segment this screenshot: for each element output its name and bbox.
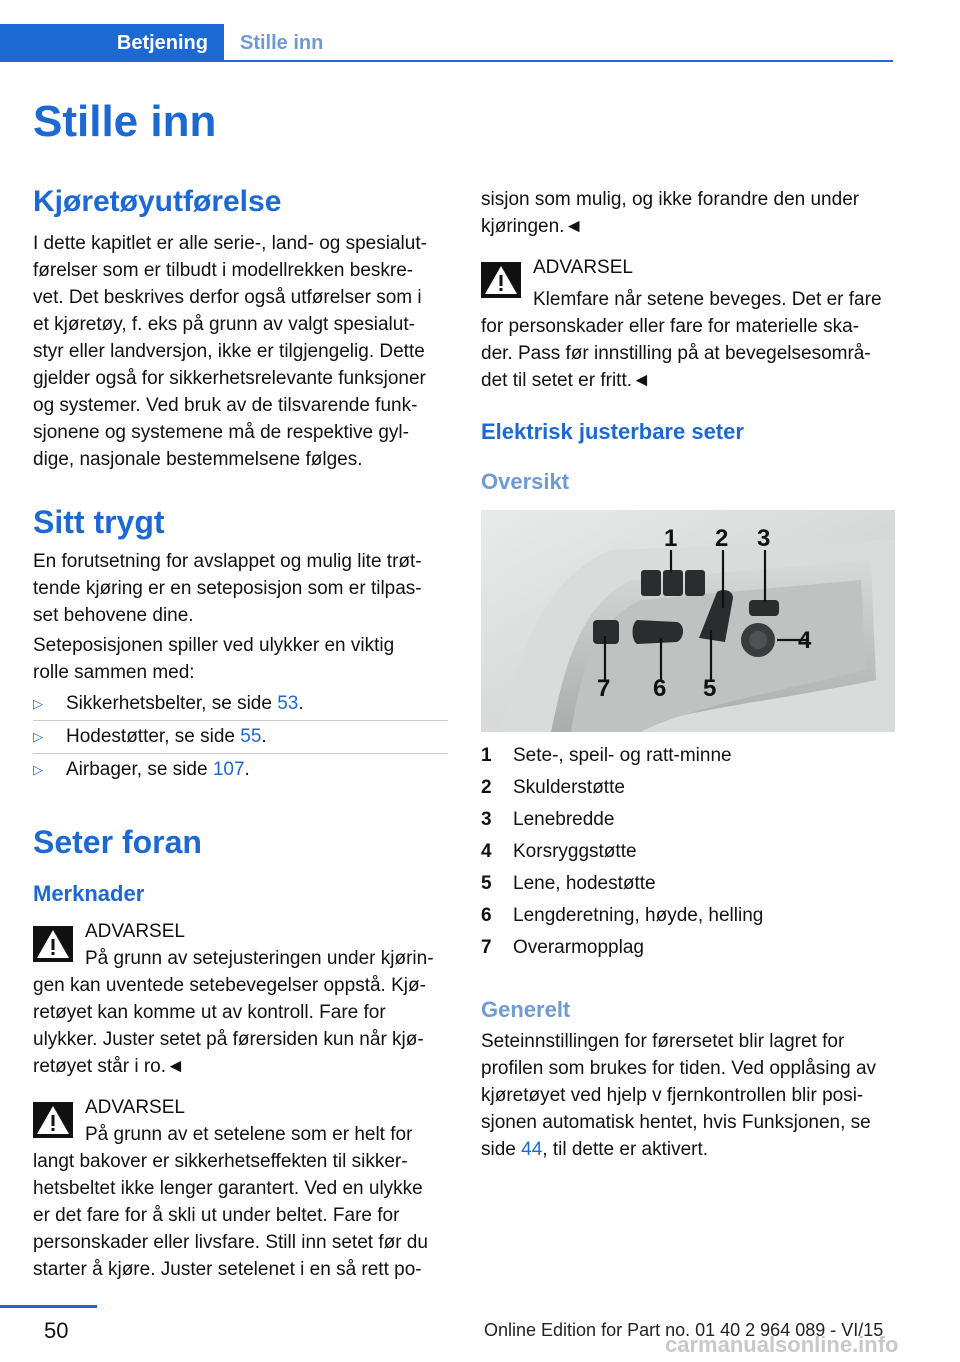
paragraph-vehicle-version bbox=[33, 230, 427, 473]
legend-number: 1 bbox=[481, 745, 492, 766]
list-item bbox=[481, 804, 895, 836]
text-line: sjonen automatisk hentet, hvis Funksjonen, se bbox=[481, 1112, 871, 1133]
warning-first-line: Klemfare når setene beveges. Det er fare bbox=[533, 289, 882, 310]
text-line bbox=[481, 1136, 895, 1163]
page-title: Stille inn bbox=[33, 97, 217, 146]
list-item bbox=[481, 932, 895, 964]
edition-note: Online Edition for Part no. 01 40 2 964 089 - VI/15 bbox=[484, 1320, 884, 1340]
list-item bbox=[481, 900, 895, 932]
text-line: sjonene og systemene må de respektive gyl- bbox=[33, 422, 409, 443]
warning-title: ADVARSEL bbox=[533, 257, 633, 278]
text-line: retøyet kan komme ut av kontroll. Fare for bbox=[33, 1002, 386, 1023]
legend-label: Lengderetning, høyde, helling bbox=[513, 905, 764, 926]
list-item bbox=[481, 772, 895, 804]
text-line: er det fare for å skli ut under beltet. Fare for bbox=[33, 1205, 400, 1226]
warning-block-1 bbox=[33, 918, 448, 1077]
bullet-triangle-icon: ▷ bbox=[33, 729, 43, 744]
seat-controls-legend bbox=[481, 740, 895, 964]
callout-number: 1 bbox=[664, 525, 678, 552]
text-line: gjelder også for sikkerhetsrelevante funksjoner bbox=[33, 368, 426, 389]
text-line: dige, nasjonale bestemmelsene følges. bbox=[33, 449, 363, 470]
list-item bbox=[481, 740, 895, 772]
text-line: starter å kjøre. Juster setelenet i en så rett po- bbox=[33, 1259, 422, 1280]
bullet-end: . bbox=[244, 759, 250, 780]
callout-number: 7 bbox=[597, 675, 611, 702]
heading-sit-safely: Sitt trygt bbox=[33, 504, 165, 540]
text-line: I dette kapitlet er alle serie-, land- og spesialut- bbox=[33, 233, 427, 254]
list-item bbox=[481, 836, 895, 868]
warning-title: ADVARSEL bbox=[85, 921, 185, 942]
warning-first-line: På grunn av setejusteringen under kjørin- bbox=[85, 948, 434, 969]
legend-label: Sete-, speil- og ratt-minne bbox=[513, 745, 732, 766]
watermark: carmanualsonline.info bbox=[665, 1332, 899, 1357]
list-item bbox=[33, 754, 448, 786]
footer-divider bbox=[0, 1305, 97, 1308]
bullet-end: . bbox=[261, 726, 267, 747]
text-line: for personskader eller fare for materielle ska- bbox=[481, 316, 860, 337]
text-line: rolle sammen med: bbox=[33, 662, 195, 683]
warning-first-line: På grunn av et setelene som er helt for bbox=[85, 1124, 413, 1145]
text-line: Seteinnstillingen for førersetet blir lagret for bbox=[481, 1031, 845, 1052]
text-line: der. Pass før innstilling på at bevegelsesområ- bbox=[481, 343, 871, 364]
text-line: langt bakover er sikkerhetseffekten til sikker- bbox=[33, 1151, 408, 1172]
heading-notes: Merknader bbox=[33, 881, 145, 906]
heading-electric-seats: Elektrisk justerbare seter bbox=[481, 419, 744, 444]
warning-body bbox=[33, 1148, 448, 1283]
section-tab[interactable] bbox=[0, 24, 224, 62]
heading-front-seats: Seter foran bbox=[33, 824, 202, 860]
text-line: et kjøretøy, f. eks på grunn av valgt spesialut- bbox=[33, 314, 415, 335]
text-line: kjøretøyet ved hjelp v fjernkontrollen blir posi- bbox=[481, 1085, 864, 1106]
callout-number: 3 bbox=[757, 525, 771, 552]
warning-icon bbox=[481, 262, 521, 298]
text-line: sisjon som mulig, og ikke forandre den under bbox=[481, 189, 860, 210]
legend-label: Skulderstøtte bbox=[513, 777, 625, 798]
warning-title: ADVARSEL bbox=[85, 1097, 185, 1118]
text-line: vet. Det beskrives derfor også utførelser som i bbox=[33, 287, 422, 308]
callout-number: 6 bbox=[653, 675, 667, 702]
warning-block-2 bbox=[33, 1094, 448, 1284]
text-line: hetsbeltet ikke lenger garantert. Ved en ulykke bbox=[33, 1178, 423, 1199]
text-fragment: , til dette er aktivert. bbox=[542, 1139, 709, 1160]
heading-general: Generelt bbox=[481, 997, 571, 1022]
page-link[interactable]: 55 bbox=[240, 726, 262, 747]
text-line: ulykker. Juster setet på førersiden kun når kjø- bbox=[33, 1029, 424, 1050]
text-line: og systemer. Ved bruk av de tilsvarende funk- bbox=[33, 395, 418, 416]
page-link[interactable]: 44 bbox=[521, 1139, 543, 1160]
warning-block-3 bbox=[481, 254, 895, 391]
warning-icon bbox=[33, 926, 73, 962]
text-line: personskader eller livsfare. Still inn setet før du bbox=[33, 1232, 428, 1253]
text-line: gen kan uventede setebevegelser oppstå. Kjø- bbox=[33, 975, 426, 996]
warning-icon bbox=[33, 1102, 73, 1138]
bullet-triangle-icon: ▷ bbox=[33, 762, 43, 777]
text-line: retøyet står i ro.◄ bbox=[33, 1056, 185, 1077]
bullet-end: . bbox=[298, 693, 304, 714]
legend-label: Korsryggstøtte bbox=[513, 841, 637, 862]
legend-number: 7 bbox=[481, 937, 492, 958]
paragraph-continued bbox=[481, 186, 895, 240]
text-line: førelser som er tilbudt i modellrekken beskre- bbox=[33, 260, 414, 281]
callout-number: 4 bbox=[798, 627, 812, 654]
legend-number: 3 bbox=[481, 809, 492, 830]
list-item bbox=[33, 688, 448, 721]
text-line: det til setet er fritt.◄ bbox=[481, 370, 651, 391]
legend-number: 5 bbox=[481, 873, 492, 894]
legend-label: Lene, hodestøtte bbox=[513, 873, 656, 894]
paragraph-seat-position bbox=[33, 632, 394, 686]
paragraph-sit-safely bbox=[33, 548, 422, 629]
text-line: profilen som brukes for tiden. Ved opplåsing av bbox=[481, 1058, 877, 1079]
legend-label: Lenebredde bbox=[513, 809, 615, 830]
legend-label: Overarmopplag bbox=[513, 937, 644, 958]
header-bar bbox=[0, 24, 893, 62]
heading-vehicle-version: Kjøretøyutførelse bbox=[33, 185, 282, 218]
page-number: 50 bbox=[44, 1318, 69, 1343]
legend-number: 4 bbox=[481, 841, 492, 862]
callout-number: 2 bbox=[715, 525, 729, 552]
seat-controls-illustration bbox=[481, 510, 895, 732]
text-line: set behovene dine. bbox=[33, 605, 194, 626]
section-tab-label: Betjening bbox=[116, 32, 208, 54]
text-line: styr eller landversjon, ikke er tilgjengelig. Dette bbox=[33, 341, 425, 362]
text-line: kjøringen.◄ bbox=[481, 216, 584, 237]
bullet-text: Sikkerhetsbelter, se side bbox=[66, 693, 278, 714]
heading-overview: Oversikt bbox=[481, 469, 570, 494]
list-item bbox=[33, 721, 448, 754]
safety-bullet-list bbox=[33, 688, 448, 786]
bullet-text: Hodestøtter, se side bbox=[66, 726, 241, 747]
callout-number: 5 bbox=[703, 675, 717, 702]
legend-number: 6 bbox=[481, 905, 492, 926]
topic-tab[interactable]: Stille inn bbox=[240, 32, 324, 54]
list-item bbox=[481, 868, 895, 900]
warning-body bbox=[33, 972, 448, 1080]
text-line: tende kjøring er en seteposisjon som er tilpas- bbox=[33, 578, 422, 599]
paragraph-general bbox=[481, 1028, 895, 1163]
text-line: Seteposisjonen spiller ved ulykker en viktig bbox=[33, 635, 395, 656]
header-divider bbox=[224, 60, 893, 62]
page-link[interactable]: 53 bbox=[277, 693, 299, 714]
bullet-triangle-icon: ▷ bbox=[33, 696, 43, 711]
warning-body bbox=[481, 313, 895, 394]
text-line: En forutsetning for avslappet og mulig lite trøt- bbox=[33, 551, 422, 572]
text-fragment: side bbox=[481, 1139, 522, 1160]
legend-number: 2 bbox=[481, 777, 492, 798]
page-link[interactable]: 107 bbox=[212, 759, 245, 780]
bullet-text: Airbager, se side bbox=[66, 759, 213, 780]
